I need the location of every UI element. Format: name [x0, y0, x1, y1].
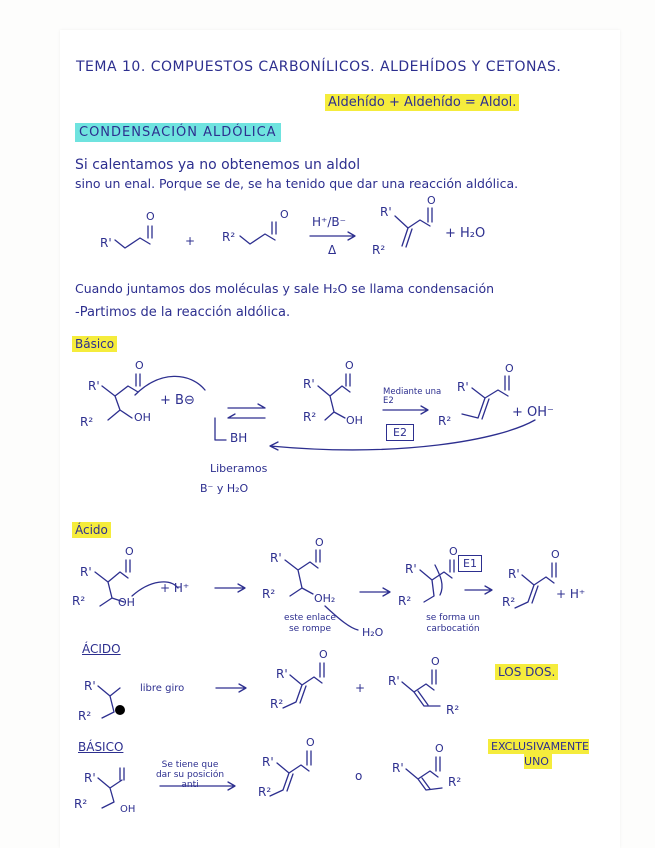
acido2-p1-o: O: [319, 648, 328, 661]
exclusive-highlight: EXCLUSIVAMENTE UNO: [488, 739, 589, 769]
bh-label: BH: [230, 431, 248, 445]
h2o-leaving: H₂O: [362, 626, 384, 639]
acido-highlight: Ácido: [72, 522, 111, 538]
conditions-label: H⁺/B⁻: [312, 215, 346, 229]
oxonium-o: O: [315, 536, 324, 549]
basico2-oh: OH: [120, 804, 136, 815]
oxonium-r2: R²: [262, 587, 276, 601]
acido2-p2-r2: R²: [446, 703, 460, 717]
losdos-highlight: LOS DOS.: [495, 664, 558, 680]
acido2-product-e: [270, 648, 328, 711]
paragraph-2: sino un enal. Porque se de, se ha tenido que dar una reacción aldólica.: [75, 176, 519, 191]
basico-o: O: [135, 359, 144, 372]
page-title: TEMA 10. COMPUESTOS CARBONÍLICOS. ALDEHÍDOS Y CETONAS.: [76, 59, 562, 75]
enolate-r2: R²: [303, 410, 317, 424]
basico-oh: OH: [134, 411, 151, 424]
product-r2: R²: [372, 243, 386, 257]
basico2-p1-o: O: [306, 736, 315, 749]
product-enal: [372, 194, 436, 257]
r1-label: R': [100, 236, 112, 250]
carbocation-r2: R²: [398, 594, 412, 608]
product-o: O: [427, 194, 436, 207]
basico-product-o: O: [505, 362, 514, 375]
oxonium-r1: R': [270, 551, 282, 565]
basico-enolate: [303, 359, 363, 427]
e1-box: E1: [458, 555, 482, 572]
acido-oxonium: [262, 536, 358, 630]
acido2-product-z: [388, 655, 459, 717]
basico2-r1: R': [84, 771, 96, 785]
basico-r2: R²: [80, 415, 94, 429]
acido2-plus: +: [355, 681, 366, 695]
delta-label: Δ: [328, 243, 337, 257]
basico2-r2: R²: [74, 797, 88, 811]
reactant-aldehyde-2: [222, 208, 289, 244]
acido-product-o: O: [551, 548, 560, 561]
libre-giro-note: libre giro: [140, 683, 185, 694]
basico-product-r2: R²: [438, 414, 452, 428]
acido2-heading: ÁCIDO: [82, 642, 121, 656]
oxygen-label: O: [146, 210, 155, 223]
acido-carbocation: [398, 545, 458, 608]
e2-box: E2: [386, 424, 414, 441]
acido-reactant: [72, 545, 178, 609]
carbocation-note: se forma un carbocatión: [426, 613, 480, 634]
enolate-o: O: [345, 359, 354, 372]
acido-r1: R': [80, 565, 92, 579]
carbocation-o: O: [449, 545, 458, 558]
hydroxide: + OH⁻: [512, 405, 554, 420]
liberamos-note: Liberamos: [210, 462, 268, 475]
o-conjunction: o: [355, 769, 363, 783]
acido-product: [502, 548, 560, 609]
water-product: + H₂O: [445, 226, 486, 241]
basico2-p1-r1: R': [262, 755, 274, 769]
basico-highlight: Básico: [72, 336, 117, 352]
acido-o: O: [125, 545, 134, 558]
basico2-product-z: [392, 742, 461, 790]
basico2-product-e: [258, 736, 315, 799]
basico2-reactant: [74, 768, 135, 815]
section-highlight: CONDENSACIÓN ALDÓLICA: [75, 123, 281, 142]
acido2-r2: R²: [78, 709, 92, 723]
acido2-reactant: [78, 679, 125, 723]
basico2-heading: BÁSICO: [78, 740, 124, 754]
basico-r1: R': [88, 379, 100, 393]
acido2-p1-r1: R': [276, 667, 288, 681]
enlace-note: este enlace se rompe: [284, 613, 336, 634]
enolate-r1: R': [303, 377, 315, 391]
acido-oh: OH: [118, 596, 135, 609]
acido2-p2-r1: R': [388, 674, 400, 688]
basico-product-r1: R': [457, 380, 469, 394]
plus-sign: +: [185, 234, 196, 248]
reactant-aldehyde-1: [100, 210, 155, 250]
product-r1: R': [380, 205, 392, 219]
acido-proton-out: + H⁺: [556, 587, 586, 601]
r2-label: R²: [222, 230, 236, 244]
basico-base: + B⊖: [160, 393, 195, 408]
mediante-note: Mediante una E2: [383, 387, 442, 407]
acido2-p2-o: O: [431, 655, 440, 668]
basico2-p2-r1: R': [392, 761, 404, 775]
anti-note: Se tiene que dar su posición anti: [155, 760, 225, 790]
oxygen-label-2: O: [280, 208, 289, 221]
formula-highlight: Aldehído + Aldehído = Aldol.: [325, 94, 519, 111]
paragraph-1: Si calentamos ya no obtenemos un aldol: [75, 157, 361, 173]
carbocation-r1: R': [405, 562, 417, 576]
enolate-oh: OH: [346, 414, 363, 427]
basico2-p1-r2: R²: [258, 785, 272, 799]
basico-product: [438, 362, 514, 428]
acido2-r1: R': [84, 679, 96, 693]
basico2-p2-o: O: [435, 742, 444, 755]
acido-product-r2: R²: [502, 595, 516, 609]
paragraph-4: -Partimos de la reacción aldólica.: [75, 305, 291, 320]
paragraph-3: Cuando juntamos dos moléculas y sale H₂O se llama condensación: [75, 281, 495, 296]
acido2-p1-r2: R²: [270, 697, 284, 711]
acido-r2: R²: [72, 594, 86, 608]
b-h2o-note: B⁻ y H₂O: [200, 482, 249, 495]
basico2-p2-r2: R²: [448, 775, 462, 789]
oxonium-oh2: OH₂: [314, 592, 336, 605]
acido-proton: + H⁺: [160, 581, 190, 595]
acido-product-r1: R': [508, 567, 520, 581]
